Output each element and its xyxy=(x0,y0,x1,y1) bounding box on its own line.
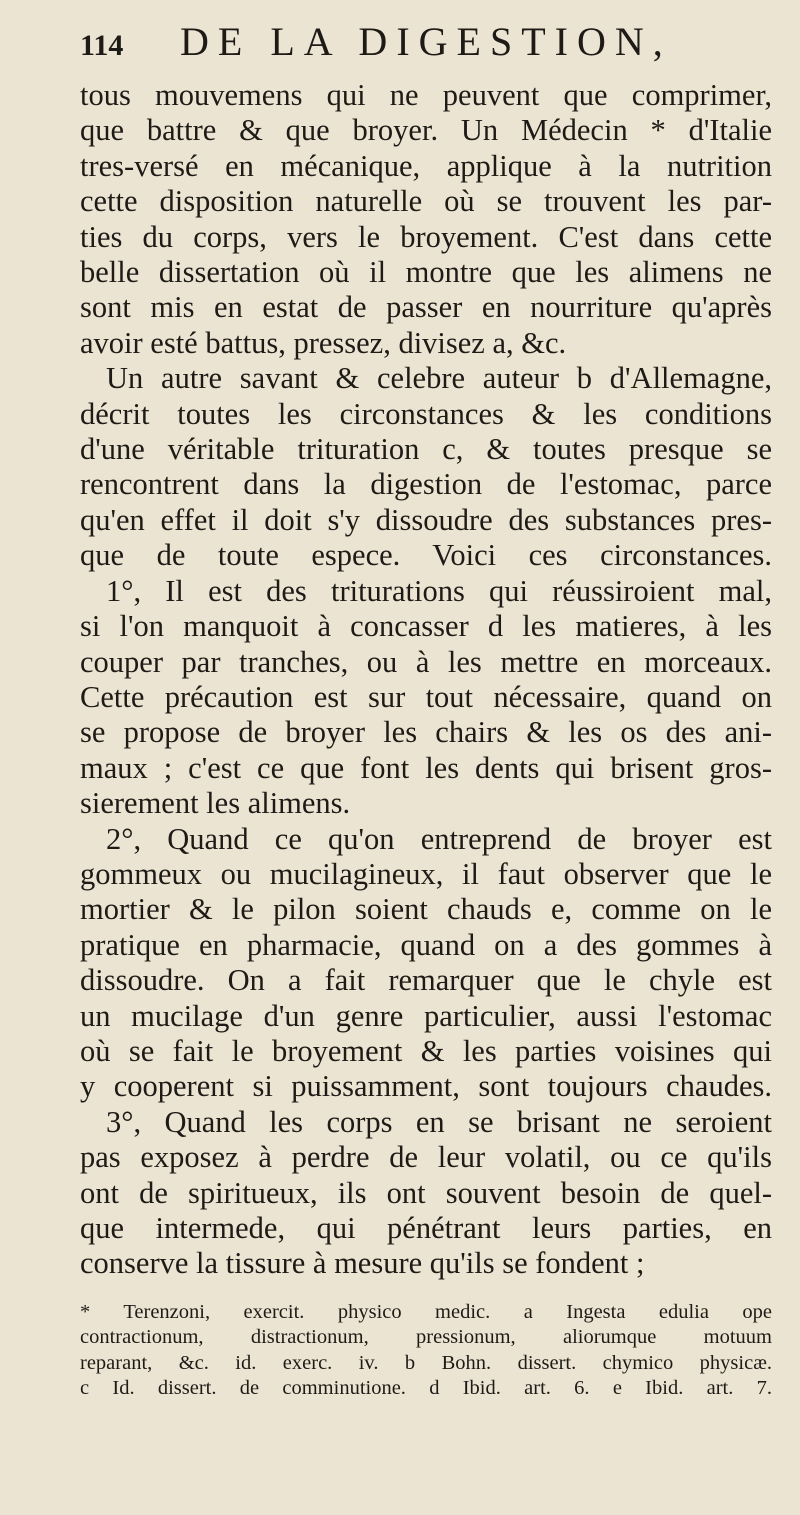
text-line: 2°, Quand ce qu'on entreprend de broyer est xyxy=(106,821,772,856)
text-line: avoir esté battus, pressez, divisez a, &c. xyxy=(80,325,567,360)
footnotes xyxy=(80,1300,772,1402)
text-line: décrit toutes les circonstances & les conditions xyxy=(80,396,772,431)
text-line: 3°, Quand les corps en se brisant ne seroient xyxy=(106,1104,772,1139)
footnote-line: contractionum, distractionum, pressionum, aliorumque motuum xyxy=(80,1326,772,1349)
text-line: que intermede, qui pénétrant leurs parties, en xyxy=(80,1211,772,1245)
text-line: sont mis en estat de passer en nourriture qu'après xyxy=(80,290,772,325)
footnote-line: c Id. dissert. de comminutione. d Ibid. art. 6. e Ibid. art. 7. xyxy=(80,1377,772,1400)
text-line: Un autre savant & celebre auteur b d'Allemagne, xyxy=(106,361,772,396)
text-line: qu'en effet il doit s'y dissoudre des substances pres- xyxy=(80,502,772,537)
text-line: cette disposition naturelle où se trouvent les par- xyxy=(80,184,772,219)
page-header xyxy=(80,18,772,78)
text-line: où se fait le broyement & les parties voisines qui xyxy=(80,1033,772,1068)
text-line: Cette précaution est sur tout nécessaire, quand on xyxy=(80,679,772,714)
text-line: y cooperent si puissamment, sont toujours chaudes. xyxy=(80,1069,772,1104)
text-line: d'une véritable trituration c, & toutes presque se xyxy=(80,432,772,467)
text-line: ont de spiritueux, ils ont souvent besoin de quel- xyxy=(80,1175,772,1210)
text-line: rencontrent dans la digestion de l'estomac, parce xyxy=(80,467,772,502)
text-line: tous mouvemens qui ne peuvent que comprimer, xyxy=(80,78,772,112)
text-line: gommeux ou mucilagineux, il faut observer que le xyxy=(80,856,772,891)
text-line: tres-versé en mécanique, applique à la nutrition xyxy=(80,148,772,183)
text-line: belle dissertation où il montre que les alimens ne xyxy=(80,255,772,290)
footnote-line: * Terenzoni, exercit. physico medic. a Ingesta edulia ope xyxy=(80,1300,772,1323)
text-line: couper par tranches, ou à les mettre en morceaux. xyxy=(80,644,772,679)
footnote-line: reparant, &c. id. exerc. iv. b Bohn. dissert. chymico physicæ. xyxy=(80,1351,772,1374)
text-line: maux ; c'est ce que font les dents qui brisent gros- xyxy=(80,750,772,785)
text-line: mortier & le pilon soient chauds e, comme on le xyxy=(80,892,772,927)
text-line: que de toute espece. Voici ces circonstances. xyxy=(80,538,772,573)
page-number: 114 xyxy=(80,29,124,62)
text-line: pratique en pharmacie, quand on a des gommes à xyxy=(80,927,772,962)
text-line: 1°, Il est des triturations qui réussiroient mal, xyxy=(106,573,772,608)
text-line: se propose de broyer les chairs & les os des ani- xyxy=(80,715,772,750)
text-line: si l'on manquoit à concasser d les matieres, à les xyxy=(80,609,772,644)
running-head: DE LA DIGESTION, xyxy=(180,19,672,64)
text-line: dissoudre. On a fait remarquer que le chyle est xyxy=(80,963,772,998)
text-line: pas exposez à perdre de leur volatil, ou ce qu'ils xyxy=(80,1140,772,1175)
body-text xyxy=(80,78,772,1282)
text-line: sierement les alimens. xyxy=(80,786,351,821)
text-line: que battre & que broyer. Un Médecin * d'Italie xyxy=(80,113,772,148)
text-line: conserve la tissure à mesure qu'ils se fondent ; xyxy=(80,1246,645,1281)
text-line: ties du corps, vers le broyement. C'est dans cette xyxy=(80,219,772,254)
text-line: un mucilage d'un genre particulier, aussi l'estomac xyxy=(80,998,772,1033)
